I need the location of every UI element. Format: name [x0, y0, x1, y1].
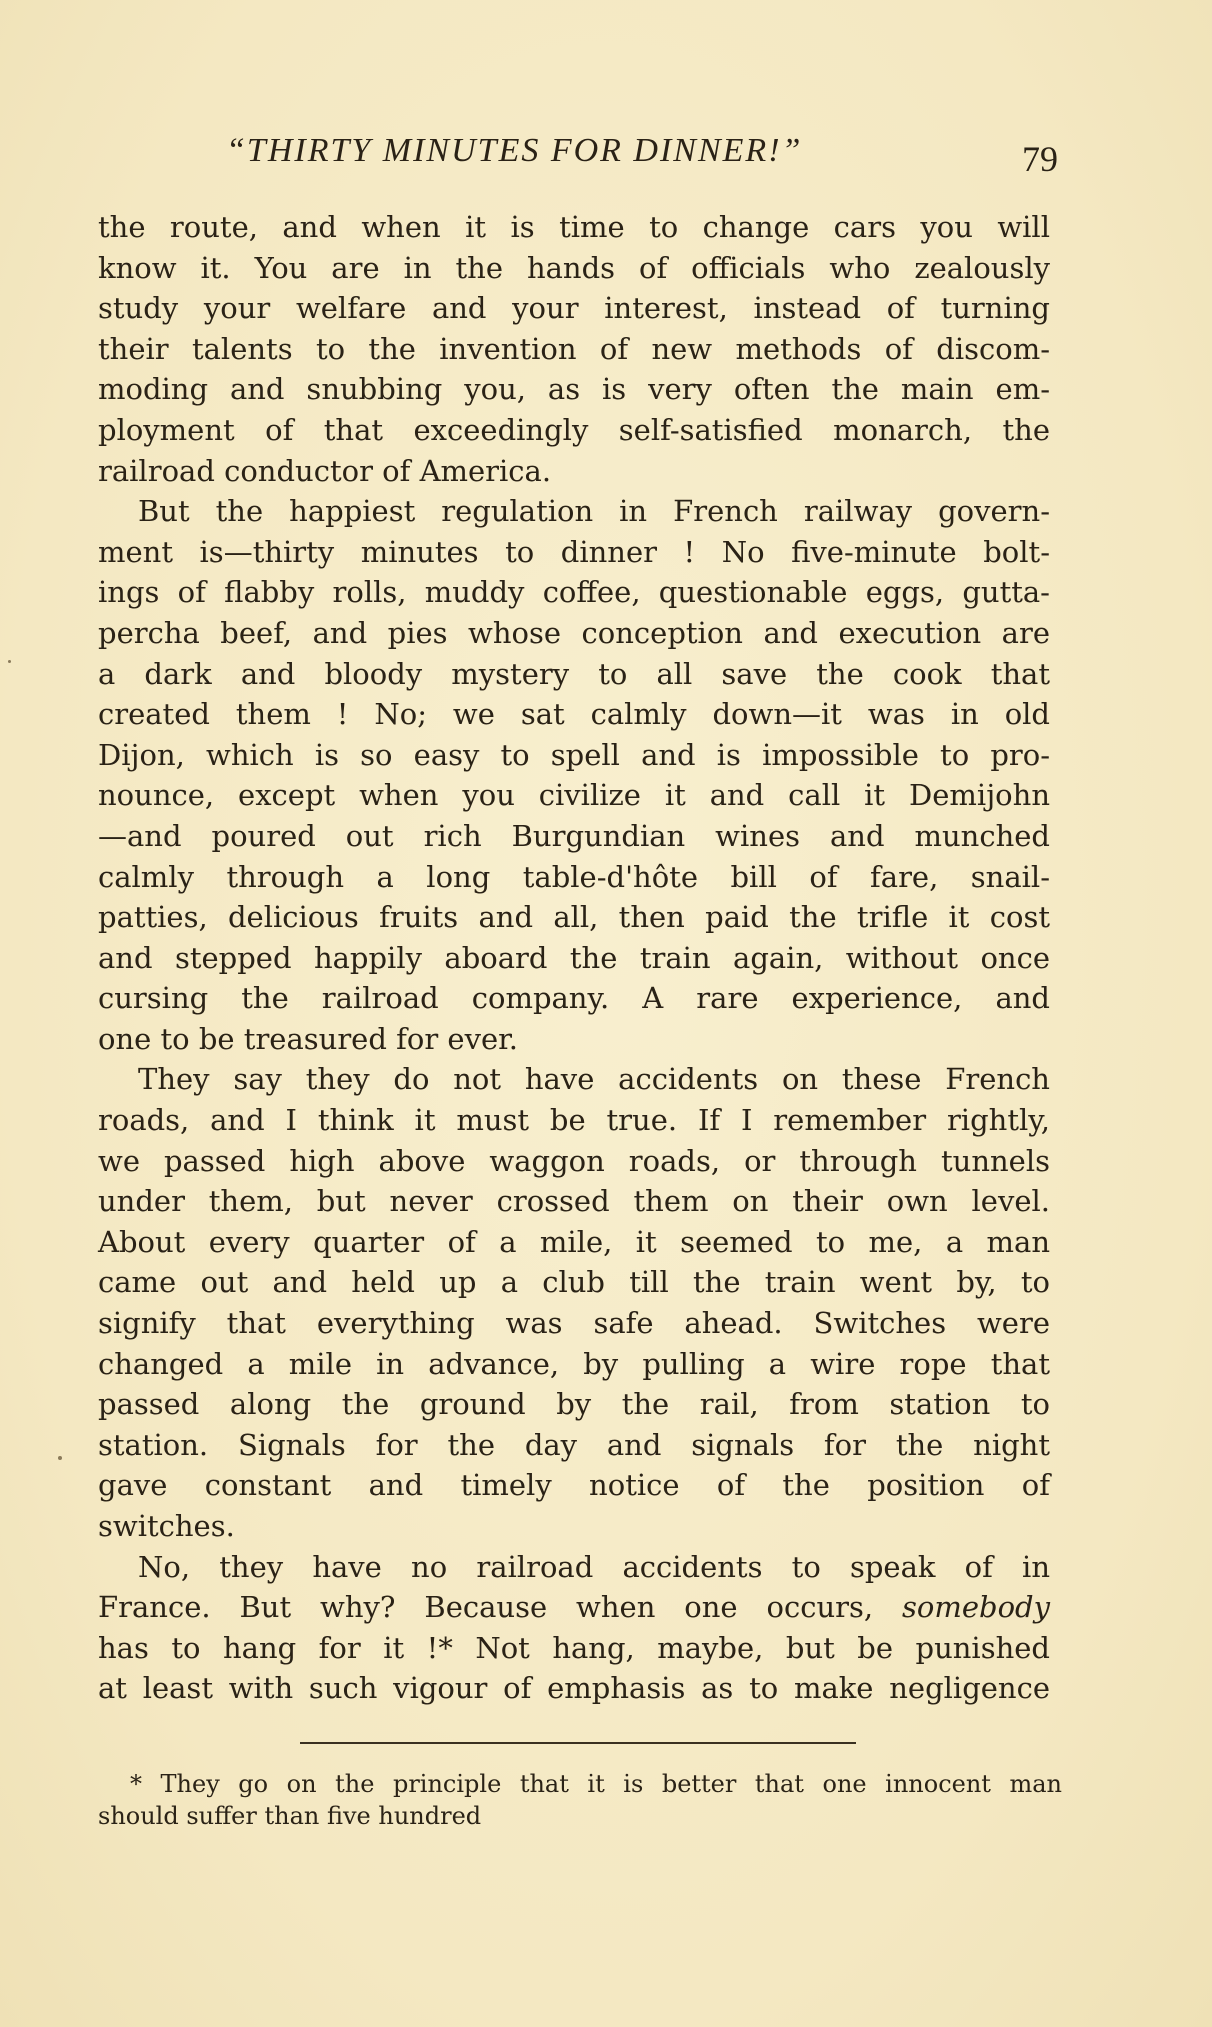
- emphasis-word: somebody: [902, 1590, 1051, 1625]
- running-head: [98, 128, 1058, 178]
- running-title: “THIRTY MINUTES FOR DINNER!”: [226, 132, 803, 169]
- page-speck: [8, 660, 11, 663]
- text-line: under them, but never crossed them on their own level.: [98, 1184, 1050, 1219]
- text-line: nounce, except when you civilize it and call it Demijohn: [98, 778, 1050, 813]
- text-line: their talents to the invention of new methods of discom-: [98, 331, 1050, 366]
- text-line: Dijon, which is so easy to spell and is impossible to pro-: [98, 737, 1050, 772]
- text-line: one to be treasured for ever.: [98, 1021, 519, 1056]
- text-line: station. Signals for the day and signals for the night: [98, 1427, 1050, 1462]
- body-text: [98, 207, 1050, 1709]
- text-line: percha beef, and pies whose conception and execution are: [98, 615, 1050, 650]
- text-line: ployment of that exceedingly self-satisfied monarch, the: [98, 412, 1050, 447]
- footnote-line: should suffer than five hundred: [98, 1802, 482, 1830]
- text-line: But the happiest regulation in French railway govern-: [138, 494, 1050, 529]
- footnote-rule: [300, 1742, 856, 1744]
- text-line: has to hang for it !* Not hang, maybe, but be punished: [98, 1630, 1050, 1665]
- text-line: moding and snubbing you, as is very often the main em-: [98, 372, 1050, 407]
- text-line: cursing the railroad company. A rare experience, and: [98, 981, 1050, 1016]
- text-line: gave constant and timely notice of the position of: [98, 1468, 1050, 1503]
- text-line: came out and held up a club till the train went by, to: [98, 1265, 1050, 1300]
- footnote-line: * They go on the principle that it is better that one innocent man: [130, 1770, 1062, 1798]
- text-line: at least with such vigour of emphasis as to make negligence: [98, 1671, 1050, 1706]
- text-line: a dark and bloody mystery to all save the cook that: [98, 656, 1050, 691]
- text-line: we passed high above waggon roads, or through tunnels: [98, 1143, 1050, 1178]
- page-speck: [58, 1456, 62, 1460]
- text-line: switches.: [98, 1509, 235, 1543]
- text-line: and stepped happily aboard the train again, without once: [98, 940, 1050, 975]
- footnote: [98, 1768, 1062, 1832]
- text-line: patties, delicious fruits and all, then paid the trifle it cost: [98, 900, 1050, 935]
- text-line: About every quarter of a mile, it seemed to me, a man: [98, 1224, 1050, 1259]
- text-line: passed along the ground by the rail, from station to: [98, 1387, 1050, 1422]
- text-line: the route, and when it is time to change cars you will: [98, 210, 1050, 244]
- text-segment: France. But why? Because when one occurs,: [98, 1590, 874, 1625]
- text-line: ings of flabby rolls, muddy coffee, questionable eggs, gutta-: [98, 575, 1050, 610]
- text-line-with-emphasis: [98, 1587, 1050, 1628]
- text-line: railroad conductor of America.: [98, 453, 552, 488]
- text-line: created them ! No; we sat calmly down—it was in old: [98, 697, 1050, 732]
- text-line: study your welfare and your interest, instead of turning: [98, 291, 1050, 326]
- text-line: know it. You are in the hands of officials who zealously: [98, 250, 1050, 285]
- page-number: 79: [1022, 139, 1058, 179]
- text-line: changed a mile in advance, by pulling a wire rope that: [98, 1346, 1050, 1381]
- text-line: —and poured out rich Burgundian wines and munched: [98, 818, 1050, 853]
- text-line: calmly through a long table-d'hôte bill of fare, snail-: [98, 859, 1050, 894]
- text-line: They say they do not have accidents on these French: [138, 1062, 1050, 1097]
- text-line: roads, and I think it must be true. If I remember rightly,: [98, 1103, 1050, 1138]
- text-line: signify that everything was safe ahead. Switches were: [98, 1306, 1050, 1341]
- text-line: ment is—thirty minutes to dinner ! No five-minute bolt-: [98, 534, 1050, 569]
- text-line: No, they have no railroad accidents to speak of in: [138, 1549, 1050, 1584]
